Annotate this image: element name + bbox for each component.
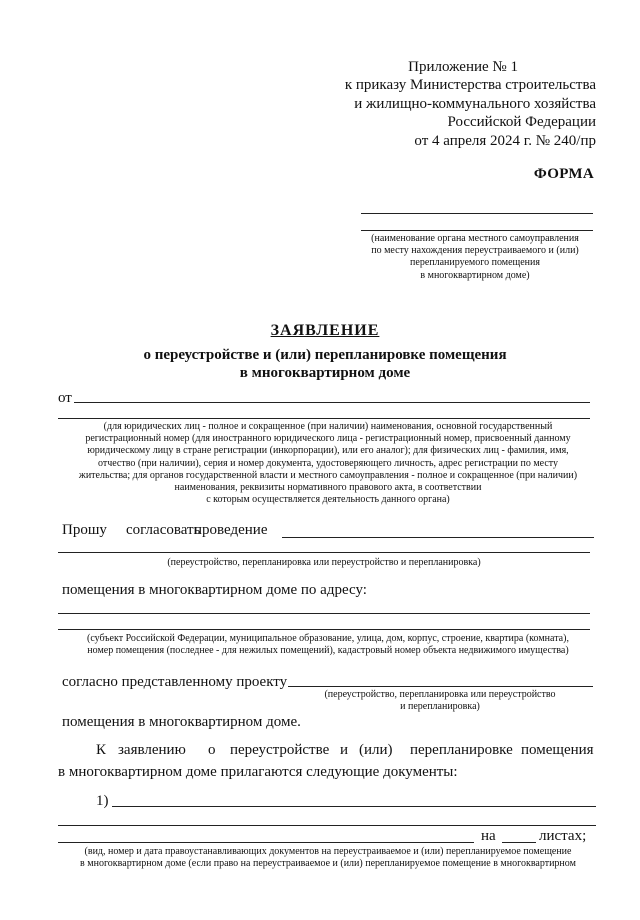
caption-line: номер помещения (последнее - для нежилых помещений), кадастровый номер объекта недвижимого имущества) [87, 645, 569, 657]
title-main: ЗАЯВЛЕНИЕ [270, 322, 380, 339]
applicant-line [74, 402, 590, 403]
address-line [58, 613, 590, 614]
caption-line: юридическому лицу в стране регистрации (инкорпорации), или его аналог); для физических лиц - фамилия, имя, [87, 445, 569, 457]
title-sub2: в многоквартирном доме [239, 365, 411, 381]
request-line [282, 537, 594, 538]
item-number: 1) [96, 793, 109, 809]
project-caption [300, 689, 580, 713]
request-word-2: согласовать [126, 522, 201, 538]
para-word: о [208, 742, 216, 758]
sheets-label: листах; [539, 828, 587, 844]
from-label: от [58, 390, 72, 406]
request-word-1: Прошу [62, 522, 107, 538]
organ-name-line [361, 213, 593, 214]
address-line-2 [58, 629, 590, 630]
caption-line: (наименование органа местного самоуправления [371, 233, 579, 244]
caption-line: и перепланировка) [400, 701, 480, 713]
organ-name-caption [355, 233, 595, 282]
request-caption: (переустройство, перепланировка или переустройство и перепланировка) [167, 557, 481, 568]
caption-line: с которым осуществляется деятельность данного органа) [206, 494, 450, 506]
para-word: К [96, 742, 107, 758]
para-word: (или) [359, 742, 393, 758]
project-label: согласно представленному проекту [62, 674, 288, 690]
request-word-3: проведение [194, 522, 268, 538]
applicant-line-2 [58, 418, 590, 419]
organ-name-line-2 [361, 230, 593, 231]
project-tail: помещения в многоквартирном доме. [62, 714, 301, 730]
caption-line: жительства; для органов государственной власти и местного самоуправления - полное и сокращенное (при наличии) [78, 469, 578, 481]
appendix-line: Приложение № 1 [408, 59, 518, 75]
address-caption [58, 633, 598, 657]
caption-line: (для юридических лиц - полное и сокращенное (при наличии) наименования, основной государственный [103, 421, 553, 432]
para-word: перепланировке [410, 742, 513, 758]
para-word: помещения [521, 742, 594, 758]
request-line-2 [58, 552, 590, 553]
project-line [288, 686, 593, 687]
para-word: и [340, 742, 349, 758]
title-sub1: о переустройстве и (или) перепланировке помещения [143, 347, 507, 363]
address-label: помещения в многоквартирном доме по адресу: [62, 582, 367, 598]
caption-line: (вид, номер и дата правоустанавливающих документов на переустраиваемое и (или) перепланируемое помещение [84, 846, 572, 857]
form-label: ФОРМА [533, 166, 594, 182]
item1-line-3 [58, 842, 474, 843]
caption-line: наименования, реквизиты нормативного правового акта, в соответствии [174, 482, 482, 494]
caption-line: в многоквартирном доме (если право на переустраиваемое и (или) перепланируемое помещение в многоквартирном [80, 858, 576, 870]
caption-line: регистрационный номер (для иностранного юридического лица - регистрационный номер, присвоенный данному [85, 433, 571, 445]
appendix-line: к приказу Министерства строительства [344, 77, 596, 94]
applicant-caption [58, 421, 598, 506]
caption-line: перепланируемого помещения [410, 257, 540, 269]
para-line-2: в многоквартирном доме прилагаются следующие документы: [58, 764, 458, 780]
para-word: переустройстве [230, 742, 330, 758]
appendix-line: и жилищно-коммунального хозяйства [354, 95, 596, 112]
appendix-line: Российской Федерации [447, 114, 596, 131]
sheets-count-line [502, 842, 536, 843]
caption-line: по месту нахождения переустраиваемого и (или) [371, 245, 579, 257]
document-title [120, 322, 530, 382]
caption-line: в многоквартирном доме) [420, 269, 530, 281]
item1-caption [58, 846, 598, 870]
item1-line-2 [58, 825, 596, 826]
para-word: заявлению [118, 742, 186, 758]
item1-line [112, 806, 596, 807]
on-label: на [481, 828, 496, 844]
appendix-block [296, 58, 596, 150]
caption-line: (субъект Российской Федерации, муниципальное образование, улица, дом, корпус, строение, квартира (комната), [87, 633, 569, 644]
caption-line: (переустройство, перепланировка или переустройство [324, 689, 556, 700]
appendix-line: от 4 апреля 2024 г. № 240/пр [414, 132, 596, 149]
caption-line: отчество (при наличии), серия и номер документа, удостоверяющего личность, адрес регистрации по месту [97, 457, 559, 469]
